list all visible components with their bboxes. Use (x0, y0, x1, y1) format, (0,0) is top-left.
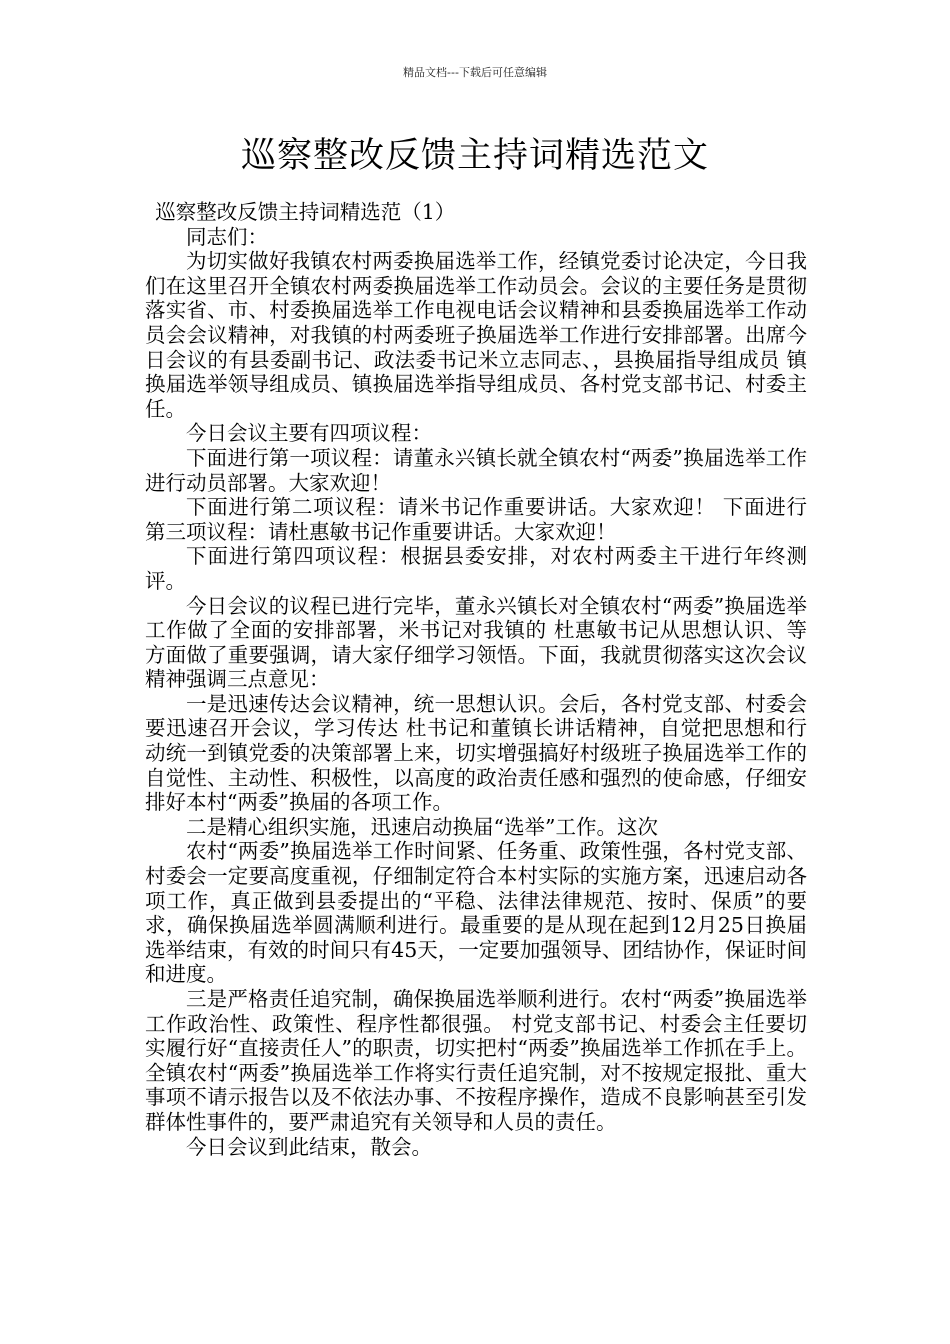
paragraph-intro: 为切实做好我镇农村两委换届选举工作，经镇党委讨论决定，今日我们在这里召开全镇农村两委换届选举工作动员会。会议的主要任务是贯彻落实省、市、村委换届选举工作电视电话会议精神和县委换届选举工作动员会会议精神，对我镇的村两委班子换届选举工作进行安排部署。出席今日会议的有县委副书记、政法委书记米立志同志、，县换届指导组成员 镇换届选举领导组成员、镇换届选举指导组成员、各村党支部书记、村委主任。 (145, 249, 807, 421)
paragraph-point-3: 三是严格责任追究制，确保换届选举顺利进行。农村“两委”换届选举工作政治性、政策性、程序性都很强。 村党支部书记、村委会主任要切实履行好“直接责任人”的职责，切实把村“两委”换届选举工作抓在手上。全镇农村“两委”换届选举工作将实行责任追究制，对不按规定报批、重大事项不请示报告以及不依法办事、不按程序操作，造成不良影响甚至引发群体性事件的，要严肃追究有关领导和人员的责任。 (145, 987, 807, 1134)
paragraph-point-1: 一是迅速传达会议精神，统一思想认识。会后，各村党支部、村委会要迅速召开会议，学习传达 杜书记和董镇长讲话精神，自觉把思想和行动统一到镇党委的决策部署上来，切实增强搞好村级班子换届选举工作的自觉性、主动性、积极性，以高度的政治责任感和强烈的使命感，仔细安排好本村“两委”换届的各项工作。 (145, 691, 807, 815)
header-note: 精品文档---下载后可任意编辑 (403, 66, 547, 79)
salutation: 同志们： (186, 224, 268, 249)
paragraph-closing: 今日会议到此结束，散会。 (186, 1134, 432, 1159)
paragraph-point-2-heading: 二是精心组织实施，迅速启动换届“选举”工作。这次 (186, 814, 658, 839)
document-subtitle: 巡察整改反馈主持词精选范（1） (155, 200, 456, 224)
document-body (145, 200, 807, 1159)
paragraph-summary: 今日会议的议程已进行完毕，董永兴镇长对全镇农村“两委”换届选举工作做了全面的安排部署，米书记对我镇的 杜惠敏书记从思想认识、等方面做了重要强调，请大家仔细学习领悟。下面，我就贯彻落实这次会议精神强调三点意见： (145, 593, 807, 692)
paragraph-point-2-body: 农村“两委”换届选举工作时间紧、任务重、政策性强，各村党支部、村委会一定要高度重视，仔细制定符合本村实际的实施方案，迅速启动各项工作，真正做到县委提出的“平稳、法律法律规范、按时、保质”的要求，确保换届选举圆满顺利进行。最重要的是从现在起到12月25日换届选举结束，有效的时间只有45天，一定要加强领导、团结协作，保证时间和进度。 (145, 839, 807, 987)
paragraph-agenda-1: 下面进行第一项议程：请董永兴镇长就全镇农村“两委”换届选举工作进行动员部署。大家欢迎！ (145, 445, 807, 495)
paragraph-agenda-2-3: 下面进行第二项议程：请米书记作重要讲话。大家欢迎！ 下面进行第三项议程：请杜惠敏书记作重要讲话。大家欢迎！ (145, 495, 807, 544)
paragraph-agenda-4: 下面进行第四项议程：根据县委安排，对农村两委主干进行年终测评。 (145, 544, 807, 593)
document-title: 巡察整改反馈主持词精选范文 (240, 136, 709, 176)
paragraph-agenda-heading: 今日会议主要有四项议程： (186, 421, 432, 446)
